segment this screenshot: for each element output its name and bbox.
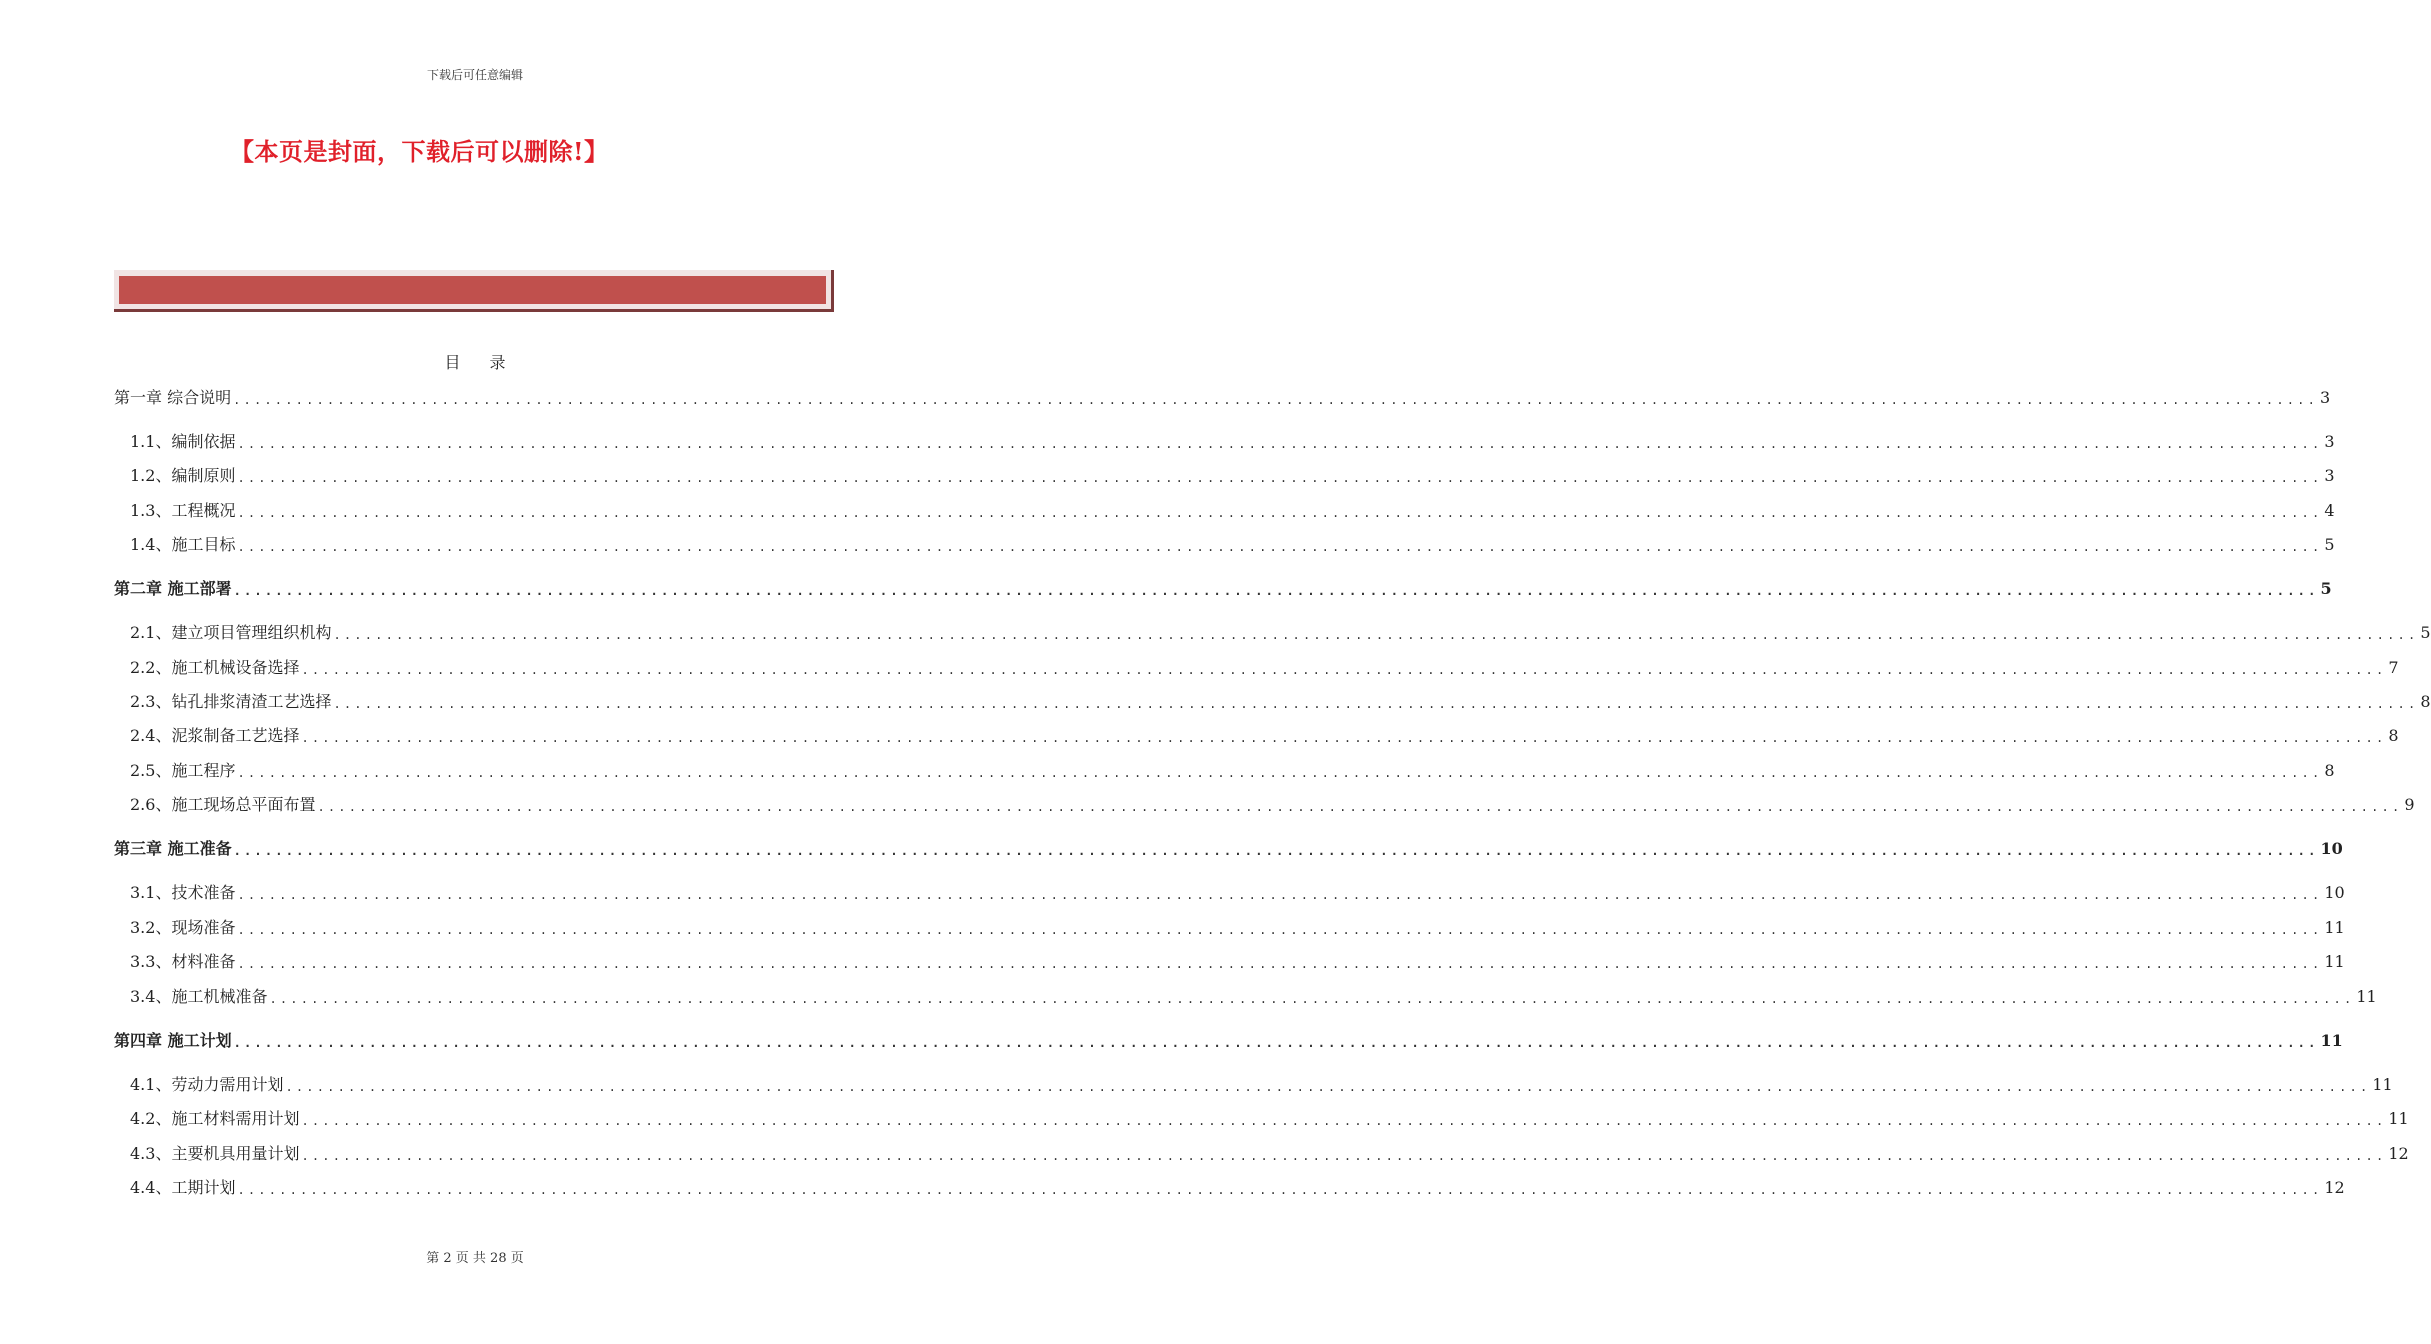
toc-entry-label: 4.2、施工材料需用计划 [130,1109,300,1128]
toc-entry-label: 1.4、施工目标 [130,535,236,554]
toc-entry-label: 2.4、泥浆制备工艺选择 [130,726,300,745]
toc-entry-page: 11 [2388,1109,2409,1128]
toc-dot-leader: ........................................................................................................................................................................................................ [237,437,2323,451]
toc-dot-leader: ........................................................................................................................................................................................................ [333,697,2419,711]
toc-dot-leader: ........................................................................................................................................................................................................ [237,923,2323,937]
toc-section-entry[interactable] [114,429,2335,453]
toc-entry-label: 2.5、施工程序 [130,761,236,780]
toc-entry-page: 11 [2320,1031,2343,1050]
toc-entry-label: 4.1、劳动力需用计划 [130,1075,284,1094]
toc-dot-leader: ........................................................................................................................................................................................................ [233,584,2319,598]
toc-entry-label: 3.4、施工机械准备 [130,987,268,1006]
toc-dot-leader: ........................................................................................................................................................................................................ [237,888,2323,902]
toc-section-entry[interactable] [114,1072,2393,1096]
toc-entry-label: 第三章 施工准备 [114,839,232,858]
toc-entry-label: 2.3、钻孔排浆清渣工艺选择 [130,692,332,711]
toc-dot-leader: ........................................................................................................................................................................................................ [333,628,2419,642]
toc-section-entry[interactable] [114,758,2335,782]
toc-entry-label: 3.3、材料准备 [130,952,236,971]
toc-entry-page: 9 [2404,795,2415,814]
toc-entry-page: 11 [2356,987,2377,1006]
toc-dot-leader: ........................................................................................................................................................................................................ [233,844,2319,858]
toc-entry-page: 11 [2324,952,2345,971]
toc-dot-leader: ........................................................................................................................................................................................................ [233,393,2319,407]
toc-entry-page: 5 [2320,579,2332,598]
toc-dot-leader: ........................................................................................................................................................................................................ [237,471,2323,485]
toc-entry-label: 1.3、工程概况 [130,501,236,520]
toc-entry-page: 8 [2420,692,2431,711]
toc-section-entry[interactable] [114,498,2335,522]
toc-entry-page: 8 [2388,726,2399,745]
toc-entry-page: 3 [2324,466,2335,485]
toc-chapter-entry[interactable] [114,1028,2343,1052]
toc-dot-leader: ........................................................................................................................................................................................................ [301,1149,2387,1163]
toc-entry-label: 第四章 施工计划 [114,1031,232,1050]
toc-entry-label: 2.6、施工现场总平面布置 [130,795,316,814]
toc-section-entry[interactable] [114,723,2399,747]
page-footer: 第 2 页 共 28 页 [426,1251,524,1266]
toc-dot-leader: ........................................................................................................................................................................................................ [233,1036,2319,1050]
toc-section-entry[interactable] [114,620,2431,644]
toc-chapter-entry[interactable] [114,576,2332,600]
toc-chapter-entry[interactable] [114,385,2331,409]
toc-entry-page: 11 [2372,1075,2393,1094]
toc-entry-page: 3 [2320,388,2331,407]
toc-section-entry[interactable] [114,1175,2345,1199]
toc-dot-leader: ........................................................................................................................................................................................................ [317,800,2403,814]
toc-entry-label: 3.1、技术准备 [130,883,236,902]
header-note: 下载后可任意编辑 [426,68,523,82]
table-of-contents [114,0,2431,1344]
toc-section-entry[interactable] [114,915,2345,939]
toc-dot-leader: ........................................................................................................................................................................................................ [237,540,2323,554]
toc-dot-leader: ........................................................................................................................................................................................................ [285,1080,2371,1094]
toc-section-entry[interactable] [114,689,2431,713]
toc-section-entry[interactable] [114,949,2345,973]
toc-title: 目 录 [444,353,518,372]
toc-entry-page: 10 [2324,883,2345,902]
toc-entry-label: 1.1、编制依据 [130,432,236,451]
toc-entry-page: 12 [2324,1178,2345,1197]
toc-entry-label: 2.1、建立项目管理组织机构 [130,623,332,642]
cover-notice: 【本页是封面，下载后可以删除!】 [230,137,609,166]
toc-entry-label: 4.3、主要机具用量计划 [130,1144,300,1163]
toc-section-entry[interactable] [114,880,2345,904]
toc-entry-page: 8 [2324,761,2335,780]
toc-section-entry[interactable] [114,463,2335,487]
toc-entry-page: 7 [2388,658,2399,677]
toc-entry-page: 11 [2324,918,2345,937]
toc-entry-page: 5 [2324,535,2335,554]
toc-section-entry[interactable] [114,1106,2409,1130]
toc-entry-label: 第二章 施工部署 [114,579,232,598]
toc-entry-page: 10 [2320,839,2343,858]
toc-entry-page: 3 [2324,432,2335,451]
toc-section-entry[interactable] [114,655,2399,679]
toc-section-entry[interactable] [114,1141,2409,1165]
toc-entry-label: 1.2、编制原则 [130,466,236,485]
toc-section-entry[interactable] [114,984,2377,1008]
toc-dot-leader: ........................................................................................................................................................................................................ [301,1114,2387,1128]
toc-entry-page: 4 [2324,501,2335,520]
toc-dot-leader: ........................................................................................................................................................................................................ [237,957,2323,971]
toc-entry-label: 第一章 综合说明 [114,388,232,407]
toc-section-entry[interactable] [114,532,2335,556]
toc-dot-leader: ........................................................................................................................................................................................................ [237,1183,2323,1197]
toc-dot-leader: ........................................................................................................................................................................................................ [301,663,2387,677]
toc-entry-label: 4.4、工期计划 [130,1178,236,1197]
toc-entry-page: 12 [2388,1144,2409,1163]
toc-section-entry[interactable] [114,792,2415,816]
toc-dot-leader: ........................................................................................................................................................................................................ [237,506,2323,520]
toc-entry-label: 2.2、施工机械设备选择 [130,658,300,677]
toc-dot-leader: ........................................................................................................................................................................................................ [269,992,2355,1006]
toc-entry-label: 3.2、现场准备 [130,918,236,937]
toc-dot-leader: ........................................................................................................................................................................................................ [301,731,2387,745]
toc-chapter-entry[interactable] [114,836,2343,860]
toc-entry-page: 5 [2420,623,2431,642]
toc-dot-leader: ........................................................................................................................................................................................................ [237,766,2323,780]
